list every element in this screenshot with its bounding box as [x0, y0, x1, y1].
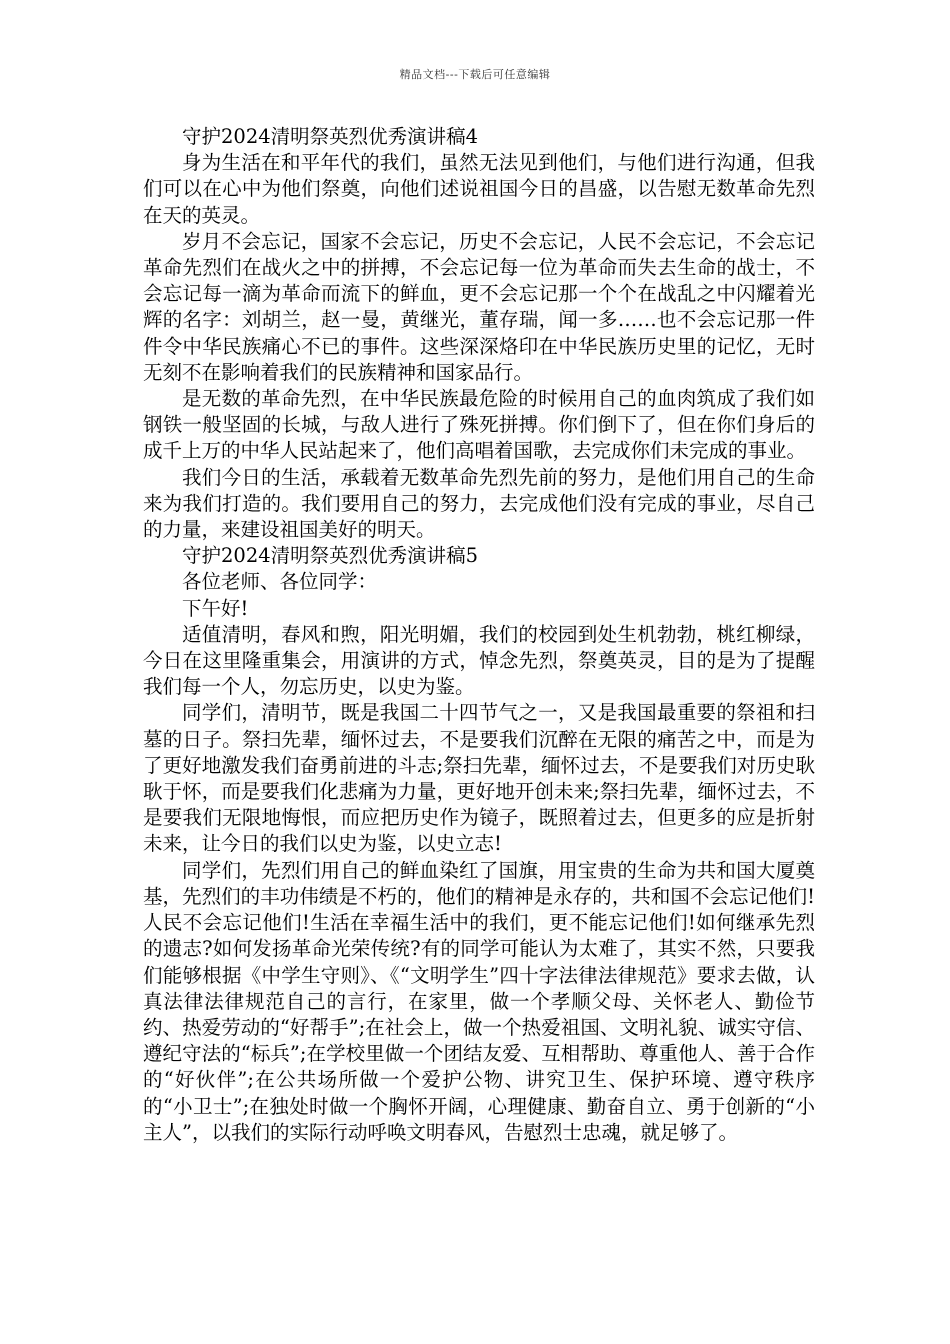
paragraph: 身为生活在和平年代的我们，虽然无法见到他们，与他们进行沟通，但我们可以在心中为他们祭奠，向他们述说祖国今日的昌盛，以告慰无数革命先烈在天的英灵。 — [143, 151, 815, 227]
paragraph: 适值清明，春风和煦，阳光明媚，我们的校园到处生机勃勃，桃红柳绿，今日在这里隆重集会，用演讲的方式，悼念先烈，祭奠英灵，目的是为了提醒我们每一个人，勿忘历史，以史为鉴。 — [143, 622, 815, 699]
greeting: 下午好! — [182, 596, 249, 620]
paragraph: 岁月不会忘记，国家不会忘记，历史不会忘记，人民不会忘记，不会忘记革命先烈们在战火之中的拼搏，不会忘记每一位为革命而失去生命的战士，不会忘记每一滴为革命而流下的鲜血，更不会忘记那一个个在战乱之中闪耀着光辉的名字：刘胡兰，赵一曼，黄继光，董存瑞，闻一多……也不会忘记那一件件令中华民族痛心不已的事件。这些深深烙印在中华民族历史里的记忆，无时无刻不在影响着我们的民族精神和国家品行。 — [143, 229, 815, 384]
paragraph: 同学们，先烈们用自己的鲜血染红了国旗，用宝贵的生命为共和国大厦奠基，先烈们的丰功伟绩是不朽的，他们的精神是永存的，共和国不会忘记他们!人民不会忘记他们!生活在幸福生活中的我们，更不能忘记他们!如何继承先烈的遗志?如何发扬革命光荣传统?有的同学可能认为太难了，其实不然，只要我们能够根据《中学生守则》、《“文明学生”四十字法律法律规范》要求去做，认真法律法律规范自己的言行，在家里，做一个孝顺父母、关怀老人、勤俭节约、热爱劳动的“好帮手”;在社会上，做一个热爱祖国、文明礼貌、诚实守信、遵纪守法的“标兵”;在学校里做一个团结友爱、互相帮助、尊重他人、善于合作的“好伙伴”;在公共场所做一个爱护公物、讲究卫生、保护环境、遵守秩序的“小卫士”;在独处时做一个胸怀开阔，心理健康、勤奋自立、勇于创新的“小主人”，以我们的实际行动呼唤文明春风，告慰烈士忠魂，就足够了。 — [143, 858, 815, 1144]
paragraph: 是无数的革命先烈，在中华民族最危险的时候用自己的血肉筑成了我们如钢铁一般坚固的长城，与敌人进行了殊死拼搏。你们倒下了，但在你们身后的成千上万的中华人民站起来了，他们高唱着国歌，去完成你们未完成的事业。 — [143, 387, 815, 463]
paragraph: 同学们，清明节，既是我国二十四节气之一，又是我国最重要的祭祖和扫墓的日子。祭扫先辈，缅怀过去，不是要我们沉醉在无限的痛苦之中，而是为了更好地激发我们奋勇前进的斗志;祭扫先辈，缅怀过去，不是要我们对历史耿耿于怀，而是要我们化悲痛为力量，更好地开创未来;祭扫先辈，缅怀过去，不是要我们无限地悔恨，而应把历史作为镜子，既照着过去，但更多的应是折射未来，让今日的我们以史为鉴，以史立志! — [143, 701, 815, 856]
paragraph: 我们今日的生活，承载着无数革命先烈先前的努力，是他们用自己的生命来为我们打造的。我们要用自己的努力，去完成他们没有完成的事业，尽自己的力量，来建设祖国美好的明天。 — [143, 465, 815, 542]
section-title: 守护2024清明祭英烈优秀演讲稿4 — [182, 125, 479, 148]
page-header: 精品文档---下载后可任意编辑 — [399, 68, 551, 81]
section-title: 守护2024清明祭英烈优秀演讲稿5 — [182, 544, 479, 568]
salutation: 各位老师、各位同学： — [182, 570, 378, 594]
document-body — [143, 124, 815, 1146]
